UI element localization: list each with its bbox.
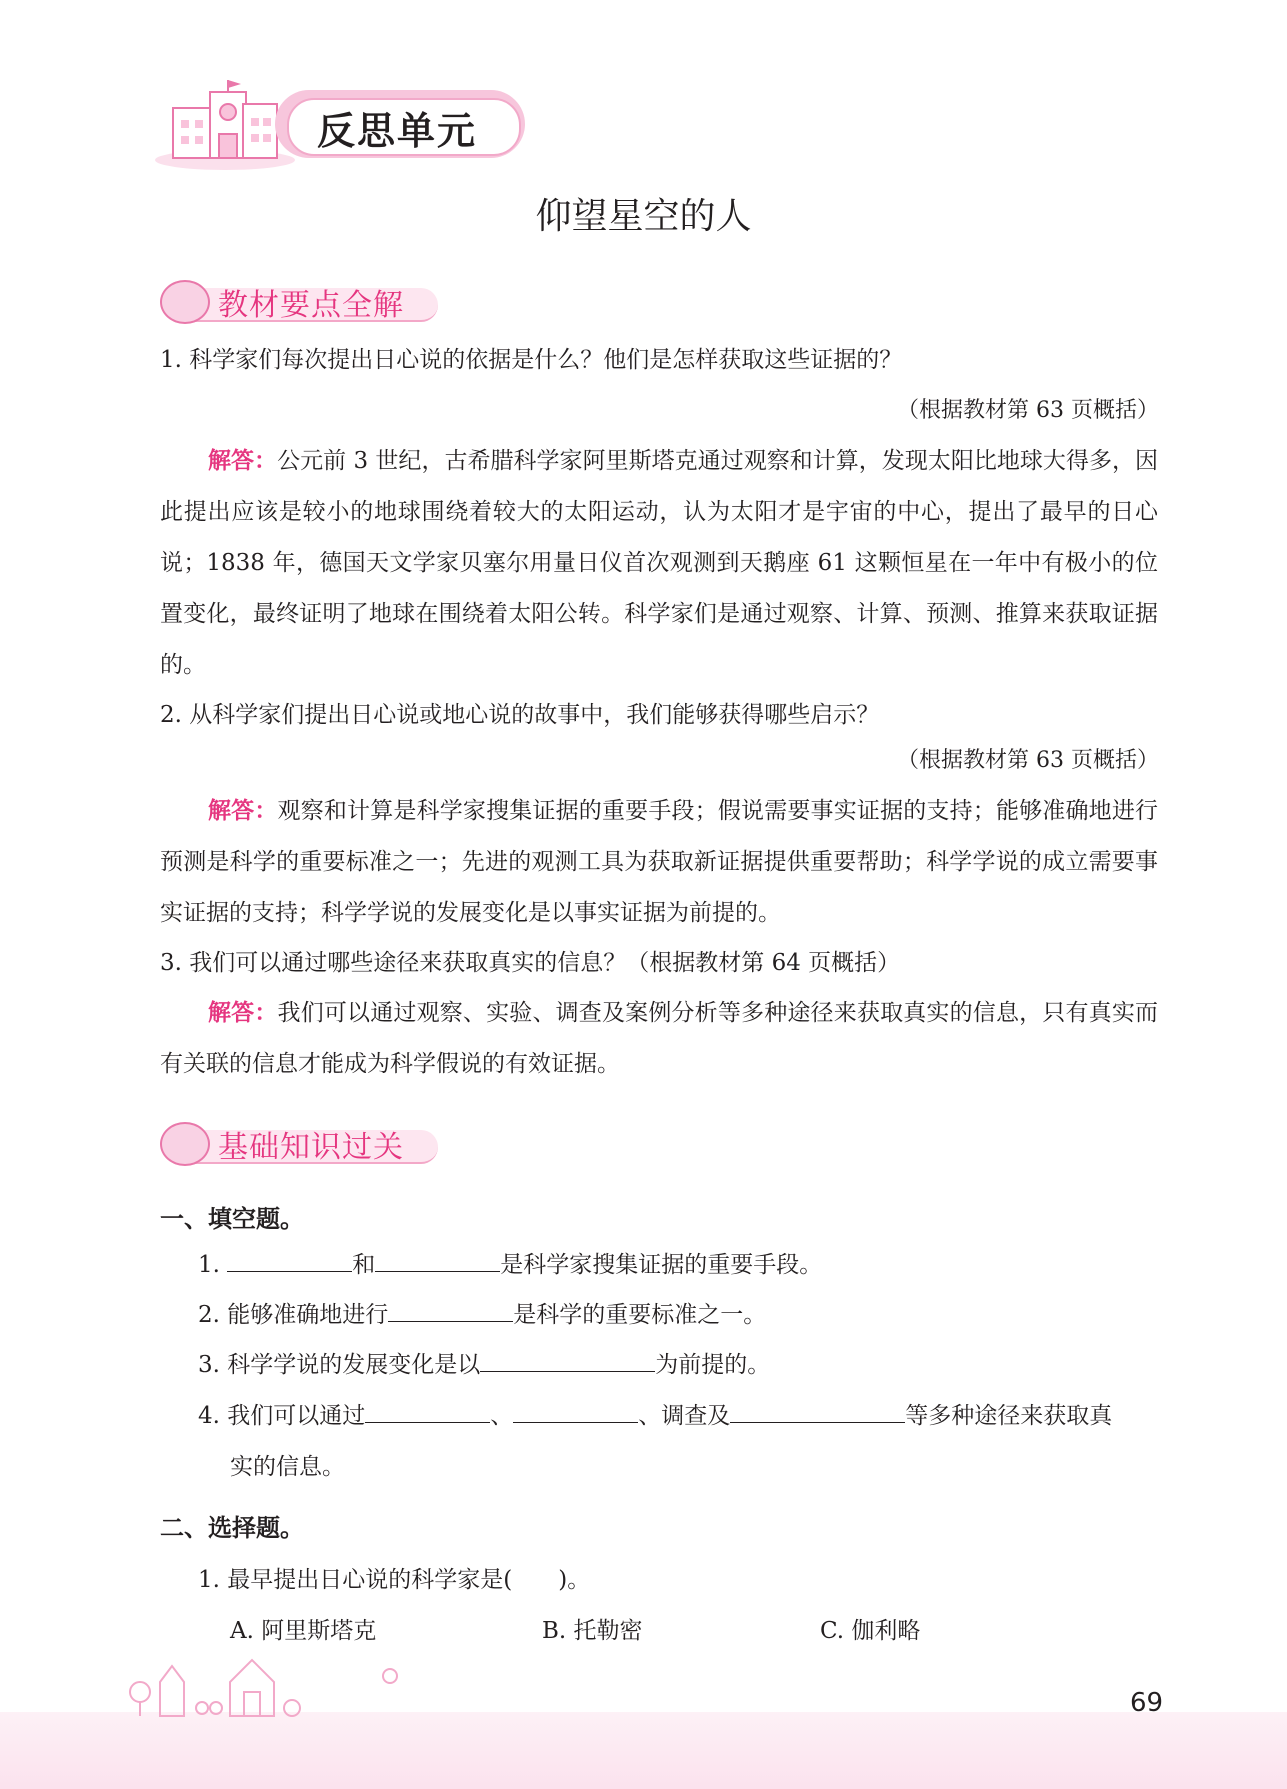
answer-text: 我们可以通过观察、实验、调查及案例分析等多种途径来获取真实的信息，只有真实而有关联的信息才能成为科学假说的有效证据。 xyxy=(160,1000,1159,1077)
answer-1 xyxy=(160,436,1158,691)
cartoon-face-icon xyxy=(160,1122,210,1166)
item-text: 等多种途径来获取真 xyxy=(905,1403,1113,1429)
item-text: 我们可以通过 xyxy=(227,1403,366,1429)
item-number: 4. xyxy=(198,1403,220,1429)
answer-label: 解答： xyxy=(208,798,278,824)
item-text: 能够准确地进行 xyxy=(227,1302,389,1328)
answer-2 xyxy=(160,786,1158,939)
unit-banner xyxy=(155,78,535,174)
answer-label: 解答： xyxy=(208,1000,278,1026)
answer-blank[interactable] xyxy=(375,1245,500,1272)
item-text: 、调查及 xyxy=(638,1403,731,1429)
question-1-source: （根据教材第 63 页概括） xyxy=(897,398,1159,423)
section-header-basics xyxy=(160,1118,450,1166)
answer-blank[interactable] xyxy=(480,1345,655,1372)
item-text: 为前提的。 xyxy=(655,1352,771,1378)
unit-title: 反思单元 xyxy=(317,109,478,153)
item-text: 和 xyxy=(352,1252,376,1278)
cartoon-face-icon xyxy=(160,280,210,324)
item-number: 3. xyxy=(198,1352,220,1378)
answer-blank[interactable] xyxy=(513,1396,638,1423)
fill-item-3 xyxy=(198,1340,770,1391)
question-3: 3. 我们可以通过哪些途径来获取真实的信息？（根据教材第 64 页概括） xyxy=(160,950,901,976)
option-c[interactable]: C. 伽利略 xyxy=(820,1618,921,1644)
town-decoration-icon xyxy=(120,1652,410,1720)
item-text: 是科学的重要标准之一。 xyxy=(513,1302,767,1328)
answer-blank[interactable] xyxy=(388,1295,513,1322)
answer-blank[interactable] xyxy=(730,1396,905,1423)
answer-text: 公元前 3 世纪，古希腊科学家阿里斯塔克通过观察和计算，发现太阳比地球大得多，因此提出应该是较小的地球围绕着较大的太阳运动，认为太阳才是宇宙的中心，提出了最早的日心说；1838 年，德国天文学家贝塞尔用量日仪首次观测到天鹅座 61 这颗恒星在一年中有极小的位置变化，最终证明了地球在围绕着太阳公转。科学家们是通过观察、计算、预测、推算来获取证据的。 xyxy=(160,448,1158,678)
question-2-source: （根据教材第 63 页概括） xyxy=(897,748,1159,773)
item-text: 是科学家搜集证据的重要手段。 xyxy=(500,1252,823,1278)
fill-item-1 xyxy=(198,1240,822,1291)
section-title: 教材要点全解 xyxy=(218,288,404,323)
footer-band xyxy=(0,1712,1287,1789)
section-title: 基础知识过关 xyxy=(218,1130,404,1165)
choice-heading: 二、选择题。 xyxy=(160,1514,304,1542)
item-number: 1. xyxy=(198,1252,220,1278)
choice-question-1: 1. 最早提出日心说的科学家是( )。 xyxy=(198,1567,591,1593)
item-number: 2. xyxy=(198,1302,220,1328)
fill-heading: 一、填空题。 xyxy=(160,1205,304,1233)
lesson-title: 仰望星空的人 xyxy=(535,196,752,237)
answer-3 xyxy=(160,988,1158,1090)
fill-item-4-cont: 实的信息。 xyxy=(230,1454,345,1480)
option-b[interactable]: B. 托勒密 xyxy=(542,1618,643,1644)
fill-item-2 xyxy=(198,1290,766,1341)
question-1: 1. 科学家们每次提出日心说的依据是什么？他们是怎样获取这些证据的？ xyxy=(160,347,903,373)
item-text: 、 xyxy=(490,1403,514,1429)
page-number: 69 xyxy=(1130,1688,1164,1718)
section-header-key-points xyxy=(160,276,450,324)
answer-text: 观察和计算是科学家搜集证据的重要手段；假说需要事实证据的支持；能够准确地进行预测是科学的重要标准之一；先进的观测工具为获取新证据提供重要帮助；科学学说的成立需要事实证据的支持；科学学说的发展变化是以事实证据为前提的。 xyxy=(160,798,1159,926)
answer-blank[interactable] xyxy=(227,1245,352,1272)
fill-item-4 xyxy=(198,1391,1112,1442)
item-text: 科学学说的发展变化是以 xyxy=(227,1352,481,1378)
answer-blank[interactable] xyxy=(365,1396,490,1423)
question-2: 2. 从科学家们提出日心说或地心说的故事中，我们能够获得哪些启示？ xyxy=(160,702,880,728)
answer-label: 解答： xyxy=(208,448,278,474)
option-a[interactable]: A. 阿里斯塔克 xyxy=(230,1618,377,1644)
